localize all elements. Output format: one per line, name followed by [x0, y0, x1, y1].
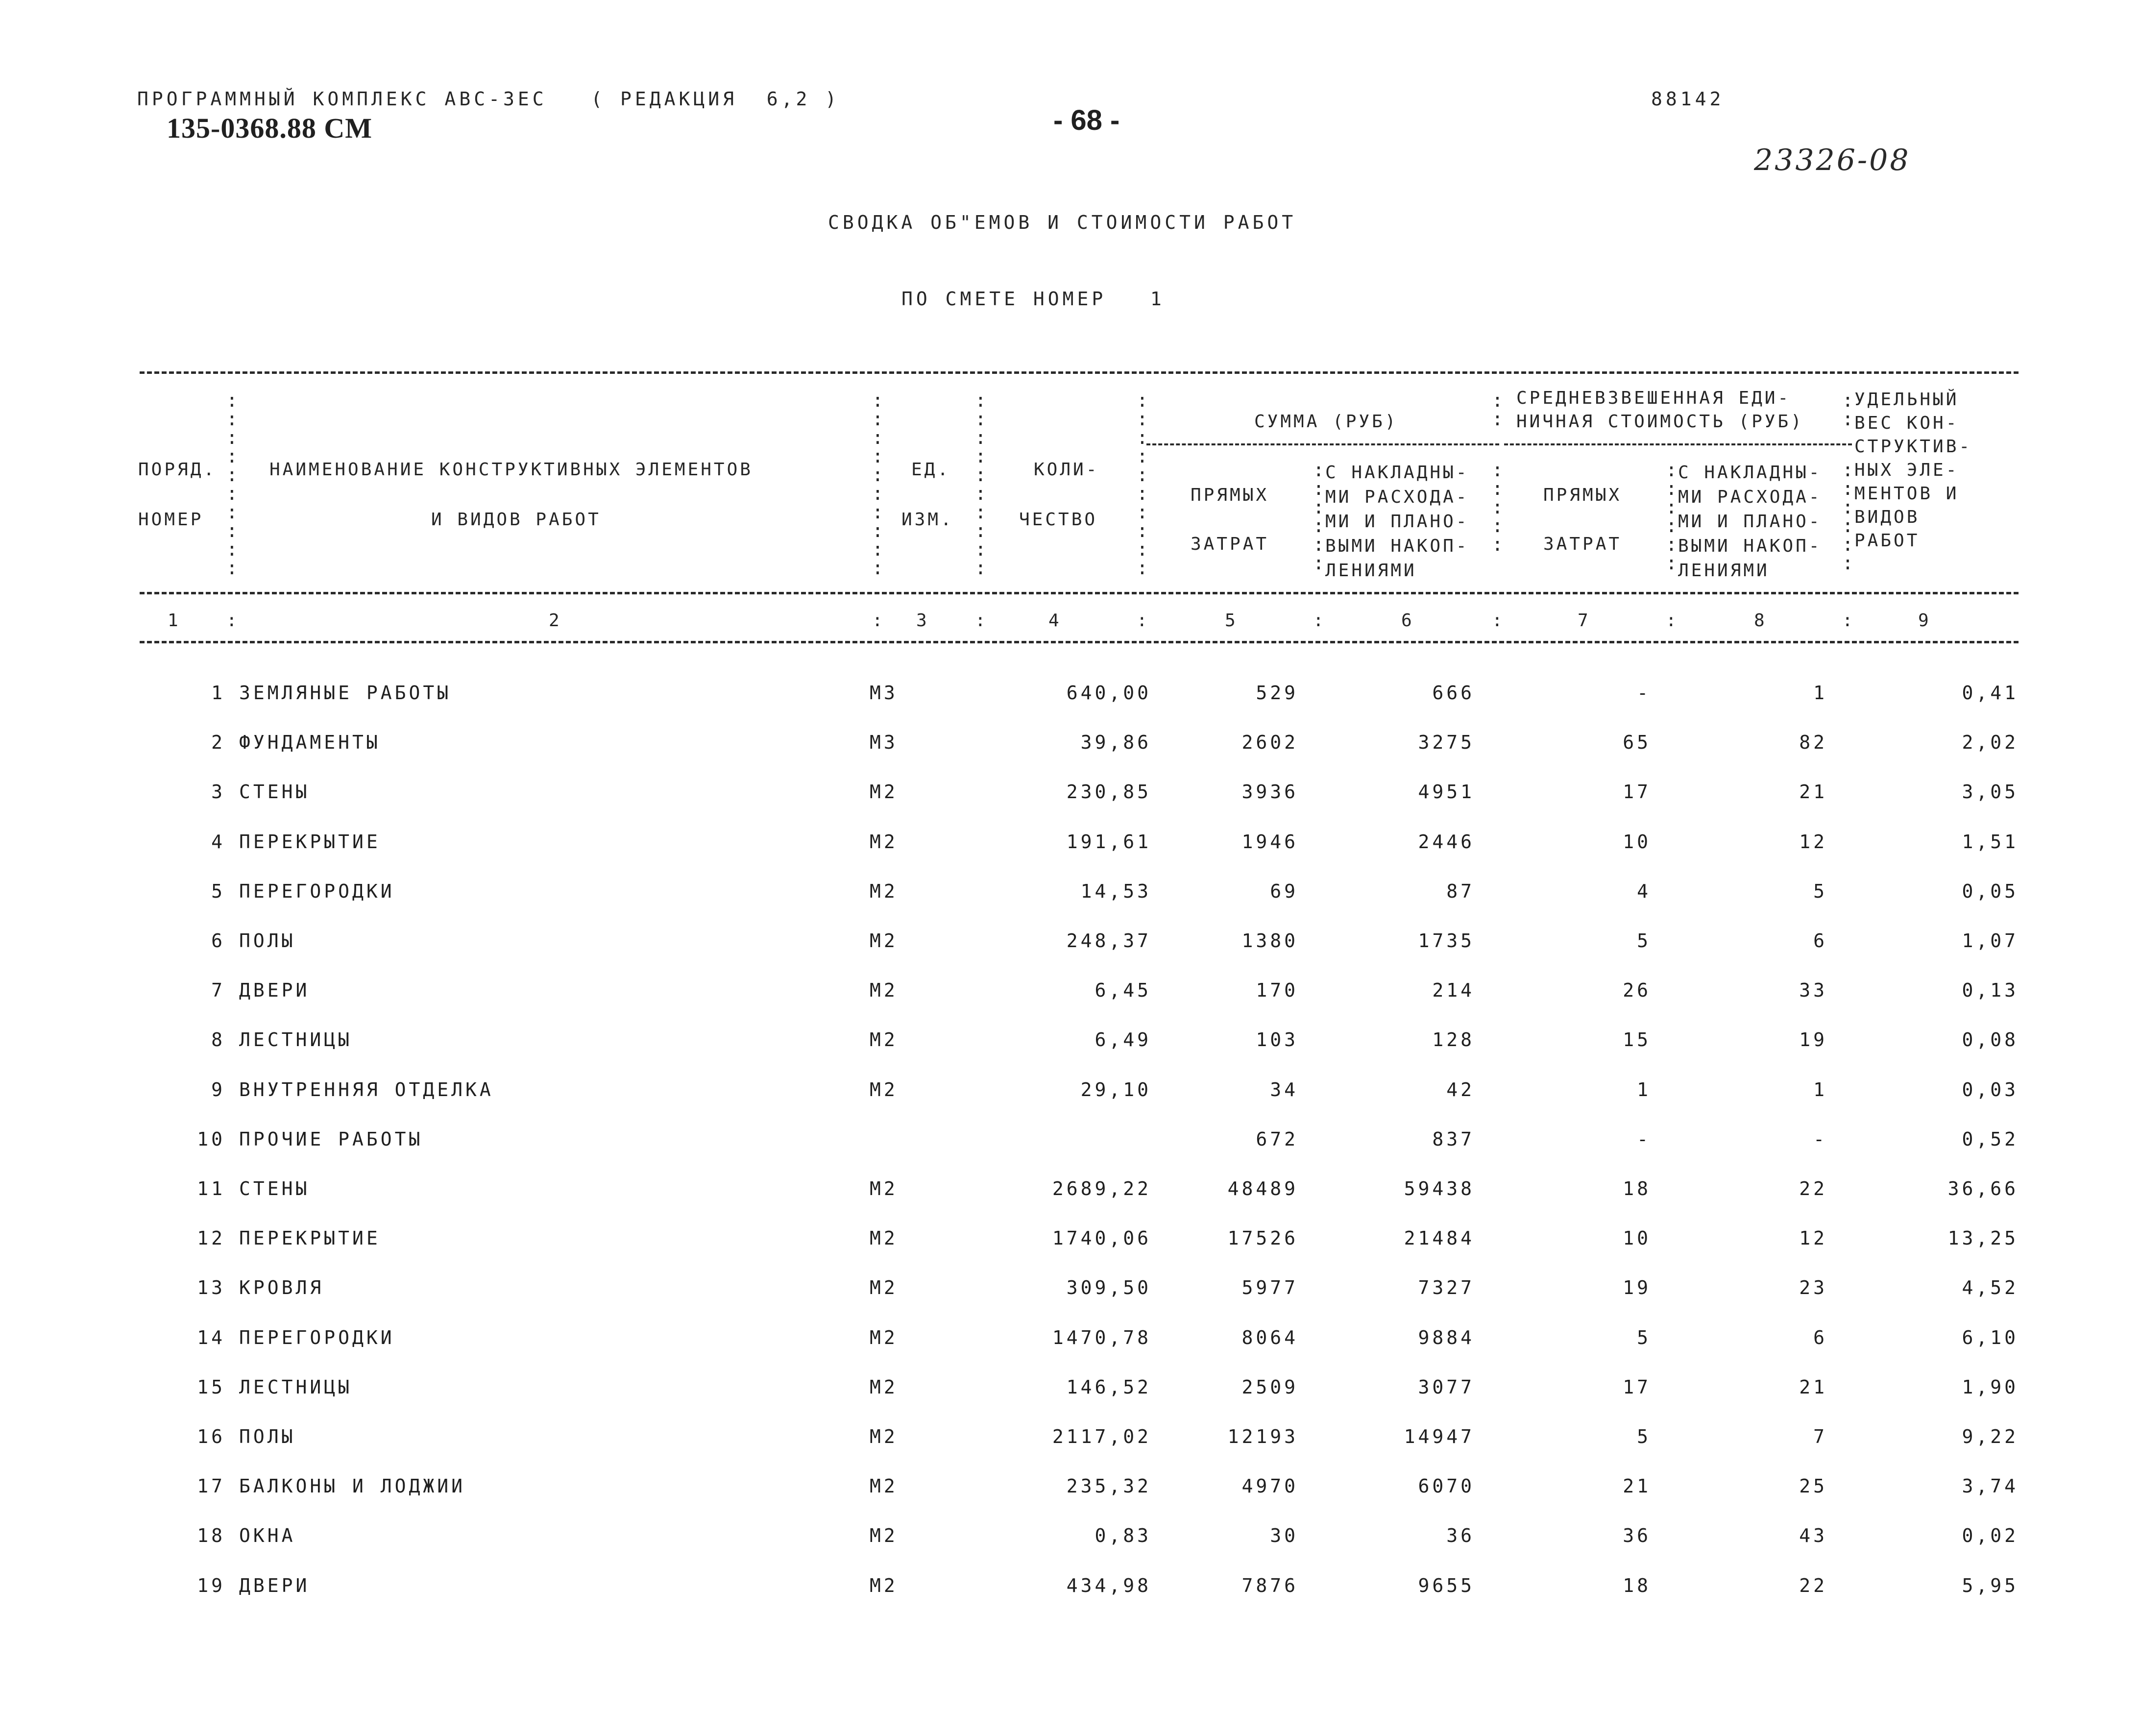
row-name: ВНУТРЕННЯЯ ОТДЕЛКА [239, 1079, 494, 1100]
row-direct-cost: 5977 [1241, 1277, 1298, 1298]
row-number: 8 [211, 1029, 225, 1051]
column-number: 1 [168, 611, 181, 631]
header-col9-lines [1854, 388, 1972, 553]
row-unit: М2 [870, 1426, 898, 1447]
row-name: КРОВЛЯ [239, 1277, 324, 1298]
header-col6-line: ВЫМИ НАКОП- [1325, 536, 1469, 556]
row-share: 0,52 [1962, 1128, 2019, 1150]
row-name: ПЕРЕКРЫТИЕ [239, 1227, 381, 1249]
header-col4-line2: ЧЕСТВО [1019, 510, 1098, 530]
column-separator: : : : : : : [1313, 459, 1324, 574]
row-avg-overhead: 6 [1813, 1327, 1827, 1348]
header-col6-line: ЛЕНИЯМИ [1325, 561, 1417, 581]
column-number-separator: : [872, 611, 885, 631]
row-name: БАЛКОНЫ И ЛОДЖИИ [239, 1475, 466, 1497]
row-unit: М2 [870, 1178, 898, 1199]
row-avg-overhead: - [1813, 1128, 1827, 1150]
row-direct-cost: 7876 [1241, 1575, 1298, 1596]
row-name: ДВЕРИ [239, 979, 310, 1001]
row-overhead-cost: 214 [1432, 979, 1475, 1001]
row-quantity: 29,10 [1080, 1079, 1151, 1100]
column-number: 7 [1578, 611, 1591, 631]
row-overhead-cost: 42 [1446, 1079, 1475, 1100]
row-avg-overhead: 7 [1813, 1426, 1827, 1447]
row-unit: М2 [870, 831, 898, 853]
row-avg-direct: 17 [1623, 781, 1651, 803]
row-unit: М2 [870, 1079, 898, 1100]
row-avg-direct: 26 [1623, 979, 1651, 1001]
row-number: 14 [197, 1327, 225, 1348]
column-separator: : : [1842, 390, 1853, 430]
row-number: 11 [197, 1178, 225, 1199]
header-sum-group: СУММА (РУБ) [1254, 412, 1398, 432]
row-avg-direct: 10 [1623, 831, 1651, 853]
row-direct-cost: 30 [1270, 1525, 1298, 1546]
row-share: 1,90 [1962, 1376, 2019, 1398]
row-unit: М2 [870, 1277, 898, 1298]
row-avg-direct: 4 [1637, 880, 1651, 902]
row-quantity: 640,00 [1066, 682, 1151, 704]
row-avg-direct: 15 [1623, 1029, 1651, 1051]
row-share: 5,95 [1962, 1575, 2019, 1596]
row-direct-cost: 17526 [1227, 1227, 1298, 1249]
report-subtitle: ПО СМЕТЕ НОМЕР 1 [901, 288, 1165, 310]
row-name: ПЕРЕГОРОДКИ [239, 880, 395, 902]
sum-group-rule [1146, 443, 1499, 445]
report-title: СВОДКА ОБ"ЕМОВ И СТОИМОСТИ РАБОТ [828, 212, 1297, 233]
row-direct-cost: 103 [1256, 1029, 1298, 1051]
row-quantity: 146,52 [1066, 1376, 1151, 1398]
row-unit: М2 [870, 1525, 898, 1546]
row-unit: М2 [870, 979, 898, 1001]
column-number-separator: : [1492, 611, 1505, 631]
column-separator: : : : : : : : : : : [975, 390, 986, 579]
header-col8-line: ЛЕНИЯМИ [1678, 561, 1770, 581]
column-number-separator: : [1313, 611, 1326, 631]
row-share: 1,07 [1962, 930, 2019, 952]
row-share: 0,08 [1962, 1029, 2019, 1051]
row-quantity: 235,32 [1066, 1475, 1151, 1497]
row-share: 0,03 [1962, 1079, 2019, 1100]
row-name: ПЕРЕГОРОДКИ [239, 1327, 395, 1348]
row-overhead-cost: 36 [1446, 1525, 1475, 1546]
row-share: 4,52 [1962, 1277, 2019, 1298]
row-name: ЛЕСТНИЦЫ [239, 1376, 353, 1398]
column-number: 2 [549, 611, 562, 631]
row-avg-overhead: 25 [1799, 1475, 1827, 1497]
row-avg-overhead: 82 [1799, 732, 1827, 753]
header-col6-line: МИ РАСХОДА- [1325, 487, 1469, 507]
column-number: 8 [1754, 611, 1767, 631]
row-avg-direct: 18 [1623, 1575, 1651, 1596]
row-name: ФУНДАМЕНТЫ [239, 732, 381, 753]
row-share: 3,74 [1962, 1475, 2019, 1497]
row-avg-direct: 5 [1637, 930, 1651, 952]
row-avg-overhead: 23 [1799, 1277, 1827, 1298]
header-col1-line2: НОМЕР [138, 510, 204, 530]
row-quantity: 6,45 [1095, 979, 1151, 1001]
row-quantity: 230,85 [1066, 781, 1151, 803]
row-number: 5 [211, 880, 225, 902]
header-col6-lines [1325, 461, 1469, 583]
row-unit: М2 [870, 1475, 898, 1497]
row-overhead-cost: 14947 [1404, 1426, 1475, 1447]
header-avg-group-line1: СРЕДНЕВЗВЕШЕННАЯ ЕДИ- [1516, 388, 1791, 408]
avg-group-rule [1504, 443, 1852, 445]
row-unit: М2 [870, 1327, 898, 1348]
row-share: 2,02 [1962, 732, 2019, 753]
row-name: СТЕНЫ [239, 1178, 310, 1199]
header-col2-line1: НАИМЕНОВАНИЕ КОНСТРУКТИВНЫХ ЭЛЕМЕНТОВ [269, 460, 753, 480]
row-quantity: 0,83 [1095, 1525, 1151, 1546]
row-overhead-cost: 3077 [1418, 1376, 1475, 1398]
row-share: 0,41 [1962, 682, 2019, 704]
row-overhead-cost: 7327 [1418, 1277, 1475, 1298]
column-separator: : : : : : : : : : : [1137, 390, 1148, 579]
row-avg-direct: 1 [1637, 1079, 1651, 1100]
header-col8-line: ВЫМИ НАКОП- [1678, 536, 1822, 556]
header-col8-line: С НАКЛАДНЫ- [1678, 463, 1822, 483]
row-number: 19 [197, 1575, 225, 1596]
row-unit: М2 [870, 1227, 898, 1249]
row-overhead-cost: 9884 [1418, 1327, 1475, 1348]
row-unit: М2 [870, 1575, 898, 1596]
row-overhead-cost: 4951 [1418, 781, 1475, 803]
row-direct-cost: 8064 [1241, 1327, 1298, 1348]
header-col9-line: НЫХ ЭЛЕ- [1854, 460, 1959, 480]
row-direct-cost: 170 [1256, 979, 1298, 1001]
row-quantity: 2117,02 [1052, 1426, 1151, 1447]
column-number: 5 [1225, 611, 1238, 631]
header-col4-line1: КОЛИ- [1034, 460, 1099, 480]
column-number-separator: : [975, 611, 988, 631]
row-quantity: 309,50 [1066, 1277, 1151, 1298]
row-quantity: 2689,22 [1052, 1178, 1151, 1199]
column-number-separator: : [1842, 611, 1855, 631]
column-number: 6 [1401, 611, 1414, 631]
column-separator: : : : : : : : : : : [226, 390, 238, 579]
row-overhead-cost: 21484 [1404, 1227, 1475, 1249]
column-number: 4 [1048, 611, 1062, 631]
column-separator: : : : : : : : : : : [872, 390, 883, 579]
header-col3-line2: ИЗМ. [901, 510, 954, 530]
column-number-separator: : [1666, 611, 1679, 631]
row-name: ДВЕРИ [239, 1575, 310, 1596]
row-avg-overhead: 5 [1813, 880, 1827, 902]
row-direct-cost: 672 [1256, 1128, 1298, 1150]
row-overhead-cost: 6070 [1418, 1475, 1475, 1497]
row-direct-cost: 3936 [1241, 781, 1298, 803]
row-direct-cost: 48489 [1227, 1178, 1298, 1199]
row-direct-cost: 1946 [1241, 831, 1298, 853]
row-number: 12 [197, 1227, 225, 1249]
row-name: ЛЕСТНИЦЫ [239, 1029, 353, 1051]
row-unit: М2 [870, 930, 898, 952]
row-number: 2 [211, 732, 225, 753]
row-share: 0,13 [1962, 979, 2019, 1001]
header-col9-line: СТРУКТИВ- [1854, 437, 1972, 457]
row-share: 6,10 [1962, 1327, 2019, 1348]
row-share: 1,51 [1962, 831, 2019, 853]
row-share: 3,05 [1962, 781, 2019, 803]
row-direct-cost: 4970 [1241, 1475, 1298, 1497]
page-number: - 68 - [1053, 104, 1120, 136]
row-avg-direct: 5 [1637, 1327, 1651, 1348]
row-number: 4 [211, 831, 225, 853]
column-separator: : : : : : : [1666, 459, 1677, 574]
row-number: 15 [197, 1376, 225, 1398]
row-unit: М2 [870, 1376, 898, 1398]
column-number: 3 [916, 611, 929, 631]
document-number: 88142 [1651, 88, 1725, 110]
header-col6-line: МИ И ПЛАНО- [1325, 512, 1469, 532]
header-col7-line2: ЗАТРАТ [1543, 534, 1622, 554]
row-avg-overhead: 12 [1799, 831, 1827, 853]
row-name: ОКНА [239, 1525, 296, 1546]
row-avg-direct: 36 [1623, 1525, 1651, 1546]
row-share: 0,02 [1962, 1525, 2019, 1546]
column-number-rule [140, 641, 2019, 643]
column-separator: : : [1492, 390, 1503, 430]
header-col7-line1: ПРЯМЫХ [1543, 485, 1622, 505]
row-avg-overhead: 21 [1799, 781, 1827, 803]
row-avg-overhead: 21 [1799, 1376, 1827, 1398]
header-col3-line1: ЕД. [911, 460, 951, 480]
column-number-separator: : [1137, 611, 1150, 631]
row-direct-cost: 529 [1256, 682, 1298, 704]
row-share: 36,66 [1947, 1178, 2019, 1199]
row-quantity: 39,86 [1080, 732, 1151, 753]
row-avg-direct: 17 [1623, 1376, 1651, 1398]
row-avg-direct: 5 [1637, 1426, 1651, 1447]
header-col5-line2: ЗАТРАТ [1191, 534, 1269, 554]
row-avg-overhead: 43 [1799, 1525, 1827, 1546]
header-col1-line1: ПОРЯД. [138, 460, 217, 480]
header-bottom-rule [140, 592, 2019, 594]
header-col9-line: МЕНТОВ И [1854, 484, 1959, 504]
row-share: 9,22 [1962, 1426, 2019, 1447]
row-unit: М2 [870, 880, 898, 902]
header-col9-line: ВЕС КОН- [1854, 413, 1959, 433]
row-direct-cost: 69 [1270, 880, 1298, 902]
row-overhead-cost: 87 [1446, 880, 1475, 902]
row-quantity: 248,37 [1066, 930, 1151, 952]
row-quantity: 1470,78 [1052, 1327, 1151, 1348]
row-direct-cost: 2602 [1241, 732, 1298, 753]
row-avg-direct: - [1637, 1128, 1651, 1150]
row-avg-overhead: 19 [1799, 1029, 1827, 1051]
row-unit: М2 [870, 1029, 898, 1051]
row-avg-overhead: 12 [1799, 1227, 1827, 1249]
header-col9-line: РАБОТ [1854, 531, 1920, 551]
row-overhead-cost: 3275 [1418, 732, 1475, 753]
row-number: 10 [197, 1128, 225, 1150]
row-direct-cost: 34 [1270, 1079, 1298, 1100]
row-number: 16 [197, 1426, 225, 1447]
row-number: 13 [197, 1277, 225, 1298]
row-quantity: 1740,06 [1052, 1227, 1151, 1249]
row-avg-overhead: 1 [1813, 682, 1827, 704]
row-quantity: 14,53 [1080, 880, 1151, 902]
program-line: ПРОГРАММНЫЙ КОМПЛЕКС АВС-ЗЕС ( РЕДАКЦИЯ 6,2 ) [137, 88, 840, 110]
row-avg-direct: 10 [1623, 1227, 1651, 1249]
row-quantity: 434,98 [1066, 1575, 1151, 1596]
row-unit: М3 [870, 732, 898, 753]
column-number-separator: : [226, 611, 240, 631]
row-name: ПОЛЫ [239, 930, 296, 952]
row-direct-cost: 12193 [1227, 1426, 1298, 1447]
row-number: 17 [197, 1475, 225, 1497]
row-overhead-cost: 59438 [1404, 1178, 1475, 1199]
handwritten-number: 23326-08 [1754, 143, 1911, 177]
row-share: 13,25 [1947, 1227, 2019, 1249]
header-col8-line: МИ И ПЛАНО- [1678, 512, 1822, 532]
row-avg-overhead: 6 [1813, 930, 1827, 952]
row-overhead-cost: 128 [1432, 1029, 1475, 1051]
row-avg-overhead: 22 [1799, 1178, 1827, 1199]
row-overhead-cost: 9655 [1418, 1575, 1475, 1596]
row-overhead-cost: 666 [1432, 682, 1475, 704]
row-avg-direct: 21 [1623, 1475, 1651, 1497]
row-avg-direct: 65 [1623, 732, 1651, 753]
header-col9-line: УДЕЛЬНЫЙ [1854, 390, 1959, 410]
header-col2-line2: И ВИДОВ РАБОТ [431, 510, 601, 530]
header-avg-group-line2: НИЧНАЯ СТОИМОСТЬ (РУБ) [1516, 412, 1804, 432]
row-avg-overhead: 33 [1799, 979, 1827, 1001]
header-col6-line: С НАКЛАДНЫ- [1325, 463, 1469, 483]
row-number: 18 [197, 1525, 225, 1546]
column-separator: : : : : : : [1842, 459, 1853, 574]
row-direct-cost: 1380 [1241, 930, 1298, 952]
row-unit: М2 [870, 781, 898, 803]
row-number: 1 [211, 682, 225, 704]
header-col8-lines [1678, 461, 1822, 583]
header-col8-line: МИ РАСХОДА- [1678, 487, 1822, 507]
table-top-rule [140, 371, 2019, 374]
row-name: ЗЕМЛЯНЫЕ РАБОТЫ [239, 682, 452, 704]
row-share: 0,05 [1962, 880, 2019, 902]
row-name: СТЕНЫ [239, 781, 310, 803]
column-separator: : : : : : [1492, 459, 1503, 555]
row-number: 3 [211, 781, 225, 803]
column-number: 9 [1918, 611, 1931, 631]
row-name: ПЕРЕКРЫТИЕ [239, 831, 381, 853]
row-quantity: 6,49 [1095, 1029, 1151, 1051]
row-avg-direct: - [1637, 682, 1651, 704]
row-avg-direct: 18 [1623, 1178, 1651, 1199]
row-overhead-cost: 837 [1432, 1128, 1475, 1150]
document-code-stamp: 135-0368.88 СМ [167, 112, 372, 144]
row-number: 6 [211, 930, 225, 952]
row-unit: М3 [870, 682, 898, 704]
row-avg-direct: 19 [1623, 1277, 1651, 1298]
row-name: ПРОЧИЕ РАБОТЫ [239, 1128, 423, 1150]
row-overhead-cost: 1735 [1418, 930, 1475, 952]
row-direct-cost: 2509 [1241, 1376, 1298, 1398]
row-avg-overhead: 22 [1799, 1575, 1827, 1596]
row-quantity: 191,61 [1066, 831, 1151, 853]
row-number: 7 [211, 979, 225, 1001]
row-number: 9 [211, 1079, 225, 1100]
header-col5-line1: ПРЯМЫХ [1191, 485, 1269, 505]
header-col9-line: ВИДОВ [1854, 507, 1920, 527]
row-avg-overhead: 1 [1813, 1079, 1827, 1100]
row-name: ПОЛЫ [239, 1426, 296, 1447]
row-overhead-cost: 2446 [1418, 831, 1475, 853]
